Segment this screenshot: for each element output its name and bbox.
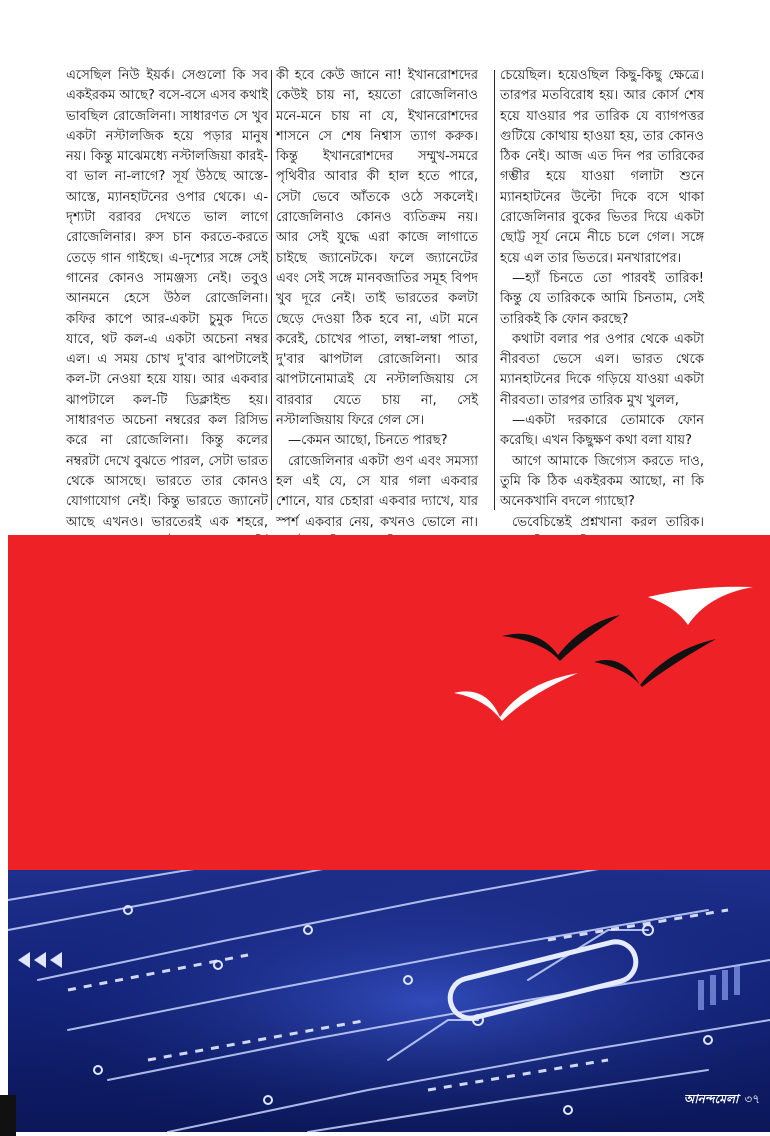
paragraph: আগে আমাকে জিগ্যেস করতে দাও, তুমি কি ঠিক একইরকম আছো, না কি অনেকখানি বদলে গ্যাছো?	[500, 453, 704, 510]
paragraph: —কেমন আছো, চিনতে পারছ?	[288, 433, 448, 449]
paragraph: এসেছিল নিউ ইয়র্ক। সেগুলো কি সব একইরকম আছে? বসে-বসে এসব কথাই ভাবছিল রোজেলিনা। সাধারণত সে খুব একটা নস্টালজিক হয়ে পড়ার মানুষ নয়। কিন্তু মাঝেমধ্যে নস্টালজিয়া কারই-বা ভাল না-লাগে? সূর্য উঠছে আস্তে-আস্তে, ম্যানহাটনের ওপার থেকে। এ-দৃশ্যটা বরাবর দেখতে ভাল লাগে রোজেলিনার। রুস চান করতে-করতে তেড়ে গান গাইছে। এ-দৃশ্যের সঙ্গে সেই গানের কোনও সামঞ্জস্য নেই। তবুও আনমনে হেসে উঠল রোজেলিনা। কফির কাপে আর-একটা চুমুক দিতে যাবে, থট কল-এ একটা অচেনা নম্বর এল। এ সময় চোখ দু'বার ঝাপটালেই কল-টা নেওয়া হয়ে যায়। আর একবার ঝাপটালে কল-টি ডিক্লাইন্ড হয়। সাধারণত অচেনা নম্বরের কল রিসিভ করে না রোজেলিনা। কিন্তু কলের নম্বরটা দেখে বুঝতে পারল, সেটা ভারত থেকে আসছে। ভারতে তার কোনও যোগাযোগ নেই। কিন্তু ভারতে জ্যানেট আছে এখনও। ভারতেরই এক শহরে,	[66, 68, 268, 530]
text-column-1	[66, 66, 268, 614]
paragraph: চেয়েছিল। হয়েওছিল কিছু-কিছু ক্ষেত্রে। তারপর মতবিরোধ হয়। আর কোর্স শেষ হয়ে যাওয়ার পর তারিক যে ব্যাগপত্তর গুটিয়ে কোথায় হাওয়া হয়, তার কোনও ঠিক নেই। আজ এত দিন পর তারিকের গম্ভীর হয়ে যাওয়া গলাটা শুনে ম্যানহাটনের উল্টো দিকে বসে থাকা রোজেলিনার বুকের ভিতর দিয়ে একটা ছোট্ট সূর্য নেমে নীচে চলে গেল। সঙ্গে হয়ে এল তার ভিতরে। মনখারাপের।	[500, 68, 704, 266]
birds-illustration	[8, 535, 770, 870]
red-illustration-panel	[8, 535, 770, 870]
circuit-board-image	[8, 870, 770, 1132]
paragraph: —একটা দরকারে তোমাকে ফোন করেছি। এখন কিছুক্ষণ কথা বলা যায়?	[500, 413, 704, 449]
paragraph: ভেবেচিন্তেই প্রশ্নখানা করল তারিক।	[512, 514, 704, 530]
column-divider	[494, 70, 495, 510]
text-column-3	[500, 66, 704, 594]
black-bird-icon	[594, 639, 716, 687]
black-bird-icon	[502, 615, 620, 661]
column-divider	[271, 70, 272, 510]
paragraph: কী হবে কেউ জানে না! ইখানরোশদের কেউই চায় না, হয়তো রোজেলিনাও মনে-মনে চায় না যে, ইখানরোশদের শাসনে সে শেষ নিশ্বাস ত্যাগ করুক। কিন্তু ইখানরোশদের সম্মুখ-সমরে পৃথিবীর আবার কী হাল হতে পারে, সেটা ভেবে আঁতকে ওঠে সকলেই। রোজেলিনাও কোনও ব্যতিক্রম নয়। আর সেই যুদ্ধে এরা কাজে লাগাতে চাইছে জ্যানেটকে। ফলে জ্যানেটের এবং সেই সঙ্গে মানবজাতির সমূহ বিপদ খুব দূরে নেই। তাই ভারতের কলটা ছেড়ে দেওয়া ঠিক হবে না, এটা মনে করেই, চোখের পাতা, লম্বা-লম্বা পাতা, দু'বার ঝাপটাল রোজেলিনা। আর ঝাপটানোমাত্রই যে নস্টালজিয়ায় সে বারবার যেতে চায় না, সেই নস্টালজিয়ায় ফিরে গেল সে।	[276, 68, 478, 429]
page-corner-shadow	[0, 1095, 16, 1136]
page-footer	[684, 1091, 760, 1111]
paragraph: —হ্যাঁ চিনতে তো পারবই তারিক! কিন্তু যে তারিককে আমি চিনতাম, সেই তারিকই কি ফোন করছে?	[500, 270, 704, 327]
paragraph: রোজেলিনার একটা গুণ এবং সমস্যা হল এই যে, সে যার গলা একবার শোনে, যার চেহারা একবার দ্যাখে, যার স্পর্শ একবার নেয়, কখনও ভোলে না।	[276, 453, 478, 530]
magazine-name: আনন্দমেলা	[683, 1092, 739, 1106]
page-number: ৩৭	[744, 1092, 760, 1106]
story-text	[66, 66, 714, 530]
circuit-pattern	[8, 870, 770, 1132]
paragraph: কথাটা বলার পর ওপার থেকে একটা নীরবতা ভেসে এল। ভারত থেকে ম্যানহাটনের দিকে গড়িয়ে যাওয়া একটা নীরবতা। তারপর তারিক মুখ খুলল,	[500, 331, 704, 408]
white-bird-icon	[454, 673, 578, 721]
white-bird-icon	[648, 587, 753, 625]
